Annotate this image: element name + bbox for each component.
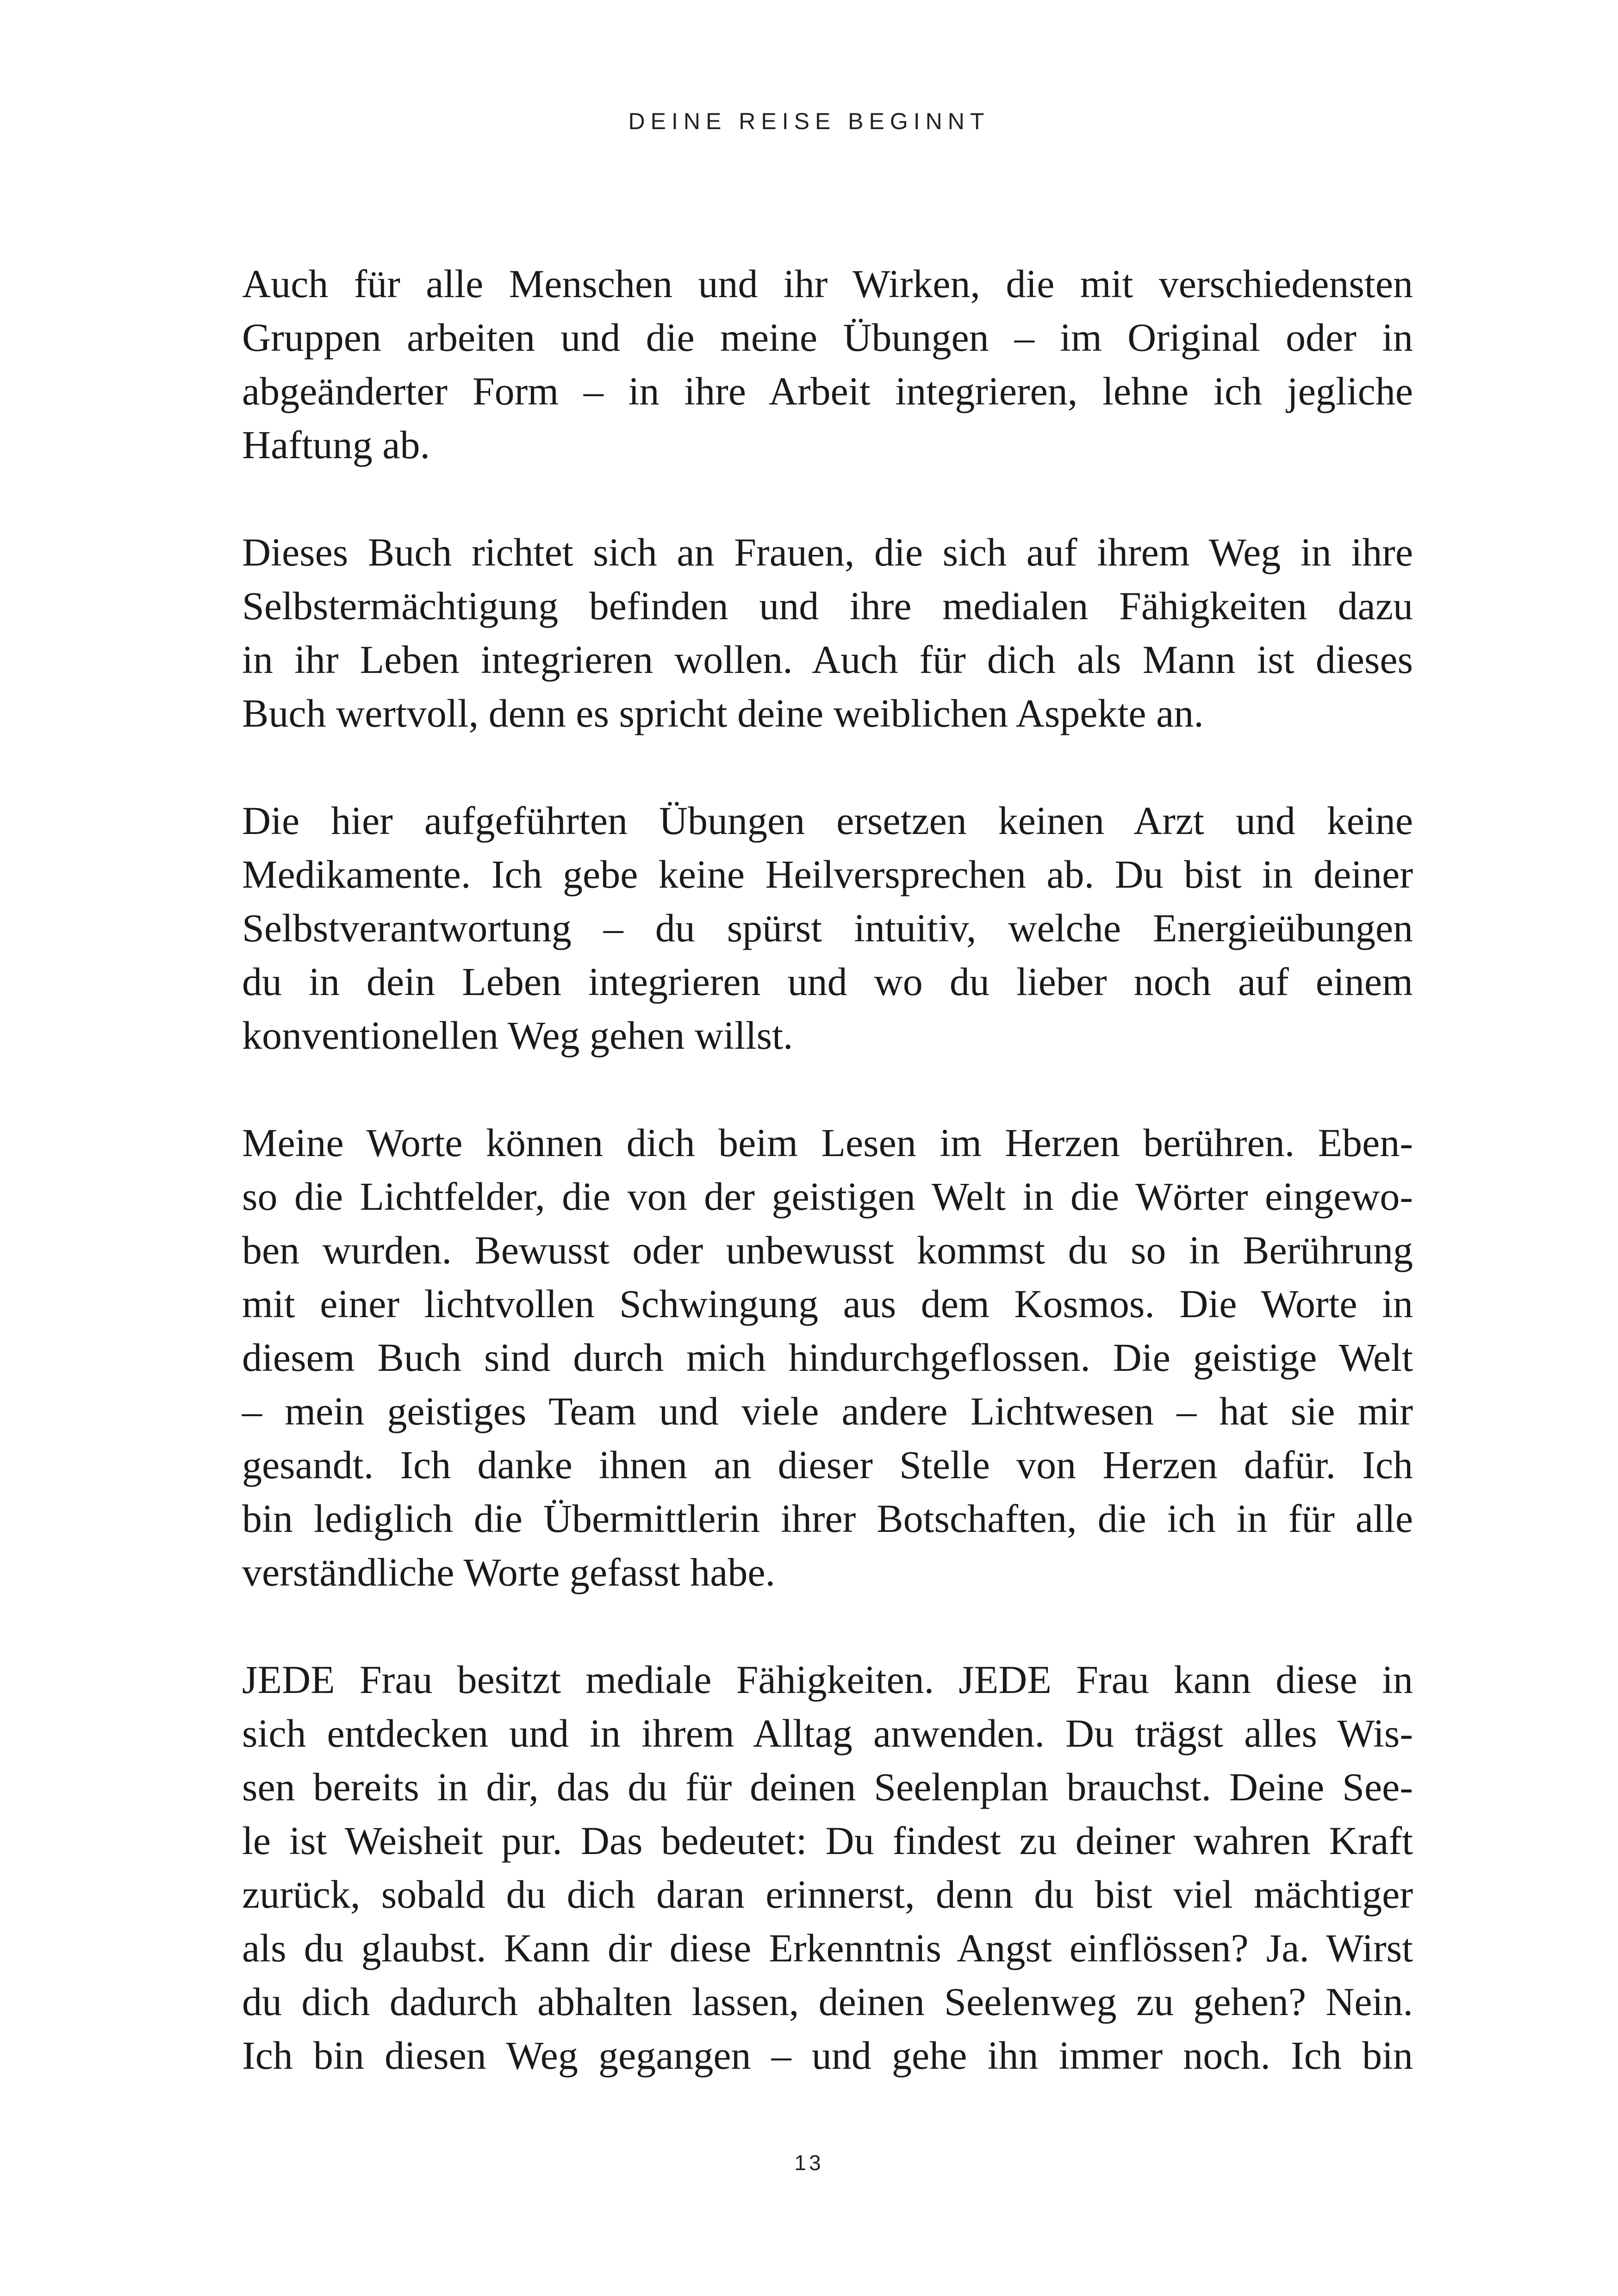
text-line: als du glaubst. Kann dir diese Erkenntnis Angst einflössen? Ja. Wirst (242, 1926, 1413, 1970)
text-line: sich entdecken und in ihrem Alltag anwenden. Du trägst alles Wis- (242, 1711, 1413, 1755)
text-line: mit einer lichtvollen Schwingung aus dem Kosmos. Die Worte in (242, 1282, 1413, 1326)
text-line: Auch für alle Menschen und ihr Wirken, die mit verschiedensten (242, 261, 1413, 306)
text-line: Gruppen arbeiten und die meine Übungen – im Original oder in (242, 315, 1413, 360)
text-line: du in dein Leben integrieren und wo du lieber noch auf einem (242, 959, 1413, 1004)
text-line: JEDE Frau besitzt mediale Fähigkeiten. JEDE Frau kann diese in (242, 1657, 1413, 1702)
text-line: Buch wertvoll, denn es spricht deine weiblichen Aspekte an. (242, 691, 1204, 735)
text-line: so die Lichtfelder, die von der geistigen Welt in die Wörter eingewo- (242, 1174, 1413, 1219)
text-line: Selbstverantwortung – du spürst intuitiv, welche Energieübungen (242, 906, 1413, 950)
text-line: abgeänderter Form – in ihre Arbeit integrieren, lehne ich jegliche (242, 369, 1413, 413)
text-line: le ist Weisheit pur. Das bedeutet: Du findest zu deiner wahren Kraft (242, 1818, 1413, 1863)
text-line: bin lediglich die Übermittlerin ihrer Botschaften, die ich in für alle (242, 1496, 1413, 1541)
text-line: sen bereits in dir, das du für deinen Seelenplan brauchst. Deine See- (242, 1765, 1413, 1809)
paragraph (242, 525, 1413, 740)
text-line: konventionellen Weg gehen willst. (242, 1013, 793, 1058)
text-line: Die hier aufgeführten Übungen ersetzen keinen Arzt und keine (242, 798, 1413, 843)
paragraph (242, 1653, 1413, 2082)
text-line: du dich dadurch abhalten lassen, deinen Seelenweg zu gehen? Nein. (242, 1979, 1413, 2024)
text-line: Selbstermächtigung befinden und ihre medialen Fähigkeiten dazu (242, 584, 1413, 628)
body-text (242, 257, 1413, 2082)
text-line: zurück, sobald du dich daran erinnerst, denn du bist viel mächtiger (242, 1872, 1413, 1916)
text-line: – mein geistiges Team und viele andere Lichtwesen – hat sie mir (242, 1389, 1413, 1433)
text-line: verständliche Worte gefasst habe. (242, 1550, 776, 1594)
page-number: 13 (794, 2151, 824, 2175)
running-header: DEINE REISE BEGINNT (628, 108, 990, 134)
text-line: Meine Worte können dich beim Lesen im Herzen berühren. Eben- (242, 1120, 1413, 1165)
text-line: in ihr Leben integrieren wollen. Auch für dich als Mann ist dieses (242, 637, 1413, 682)
text-line: Ich bin diesen Weg gegangen – und gehe ihn immer noch. Ich bin (242, 2033, 1413, 2078)
paragraph (242, 257, 1413, 472)
text-line: Haftung ab. (242, 423, 430, 467)
text-line: Medikamente. Ich gebe keine Heilversprechen ab. Du bist in deiner (242, 852, 1413, 896)
text-line: ben wurden. Bewusst oder unbewusst kommst du so in Berührung (242, 1228, 1413, 1272)
paragraph (242, 1116, 1413, 1599)
text-line: Dieses Buch richtet sich an Frauen, die sich auf ihrem Weg in ihre (242, 530, 1413, 574)
text-line: gesandt. Ich danke ihnen an dieser Stelle von Herzen dafür. Ich (242, 1443, 1413, 1487)
text-line: diesem Buch sind durch mich hindurchgeflossen. Die geistige Welt (242, 1335, 1413, 1380)
paragraph (242, 794, 1413, 1062)
